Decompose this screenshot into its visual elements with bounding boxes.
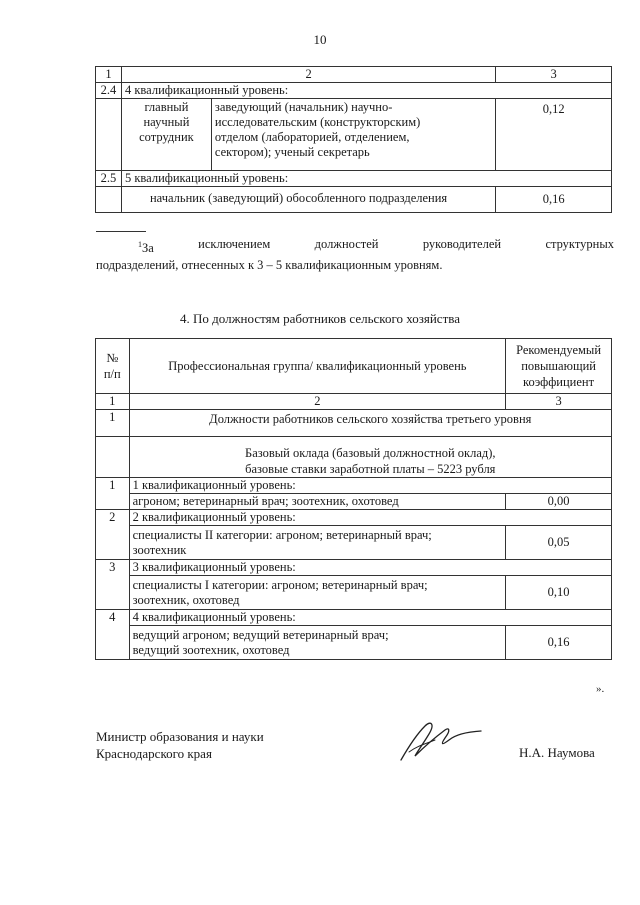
table1-row-num: 2.4	[96, 83, 122, 99]
table1-empty-cell	[96, 99, 122, 171]
level-coefficient: 0,05	[506, 526, 612, 560]
table1-row-num: 2.5	[96, 171, 122, 187]
table1-header-col2: 2	[121, 67, 495, 83]
level-description: ведущий агроном; ведущий ветеринарный врач; ведущий зоотехник, охотовед	[129, 626, 506, 660]
level-number: 1	[96, 478, 130, 510]
table1-coefficient: 0,16	[496, 187, 612, 213]
table1-level-title: 5 квалификационный уровень:	[121, 171, 611, 187]
header-number: № п/п	[96, 339, 130, 394]
footnote-rule	[96, 231, 146, 232]
signatory-title: Министр образования и науки Краснодарского края	[96, 729, 264, 761]
page-number: 10	[313, 32, 327, 47]
level-coefficient: 0,16	[506, 626, 612, 660]
footnote-mark: 1	[138, 240, 142, 249]
group-title: Должности работников сельского хозяйства третьего уровня	[129, 410, 611, 437]
level-title: 1 квалификационный уровень:	[129, 478, 611, 494]
table1-level-title: 4 квалификационный уровень:	[121, 83, 611, 99]
table1-position-description: заведующий (начальник) научно- исследовательским (конструкторским) отделом (лабораторией, отделением, сектором); ученый секретарь	[211, 99, 495, 171]
base-salary: Базовый оклада (базовый должностной оклад), базовые ставки заработной платы – 5223 рубля	[129, 437, 611, 478]
empty-cell	[96, 437, 130, 478]
section-title: 4. По должностям работников сельского хозяйства	[180, 311, 460, 326]
table1-position: главный научный сотрудник	[121, 99, 211, 171]
index-col3: 3	[506, 394, 612, 410]
level-coefficient: 0,10	[506, 576, 612, 610]
level-description: специалисты I категории: агроном; ветеринарный врач; зоотехник, охотовед	[129, 576, 506, 610]
level-description: агроном; ветеринарный врач; зоотехник, охотовед	[129, 494, 506, 510]
handwritten-signature	[395, 716, 485, 766]
level-title: 3 квалификационный уровень:	[129, 560, 611, 576]
closing-quote: ».	[596, 683, 605, 695]
header-coefficient: Рекомендуемый повышающий коэффициент	[506, 339, 612, 394]
header-group: Профессиональная группа/ квалификационный уровень	[129, 339, 506, 394]
level-title: 2 квалификационный уровень:	[129, 510, 611, 526]
index-col1: 1	[96, 394, 130, 410]
level-number: 4	[96, 610, 130, 660]
table1-header-col3: 3	[496, 67, 612, 83]
table1-empty-cell	[96, 187, 122, 213]
footnote: $^1$За исключением должностей руководителей структурных подразделений, отнесенных к 3 – 5 квалификационным уровням.	[96, 237, 614, 273]
level-title: 4 квалификационный уровень:	[129, 610, 611, 626]
agriculture-table	[95, 338, 612, 660]
footnote-line-2: подразделений, отнесенных к 3 – 5 квалификационным уровням.	[96, 258, 443, 273]
table1-coefficient: 0,12	[496, 99, 612, 171]
table1-position-description: начальник (заведующий) обособленного подразделения	[121, 187, 495, 213]
level-number: 3	[96, 560, 130, 610]
signatory-name: Н.А. Наумова	[519, 745, 595, 760]
qualification-table-continued	[95, 66, 612, 213]
index-col2: 2	[129, 394, 506, 410]
level-description: специалисты II категории: агроном; ветеринарный врач; зоотехник	[129, 526, 506, 560]
level-coefficient: 0,00	[506, 494, 612, 510]
group-number: 1	[96, 410, 130, 437]
level-number: 2	[96, 510, 130, 560]
table1-header-col1: 1	[96, 67, 122, 83]
